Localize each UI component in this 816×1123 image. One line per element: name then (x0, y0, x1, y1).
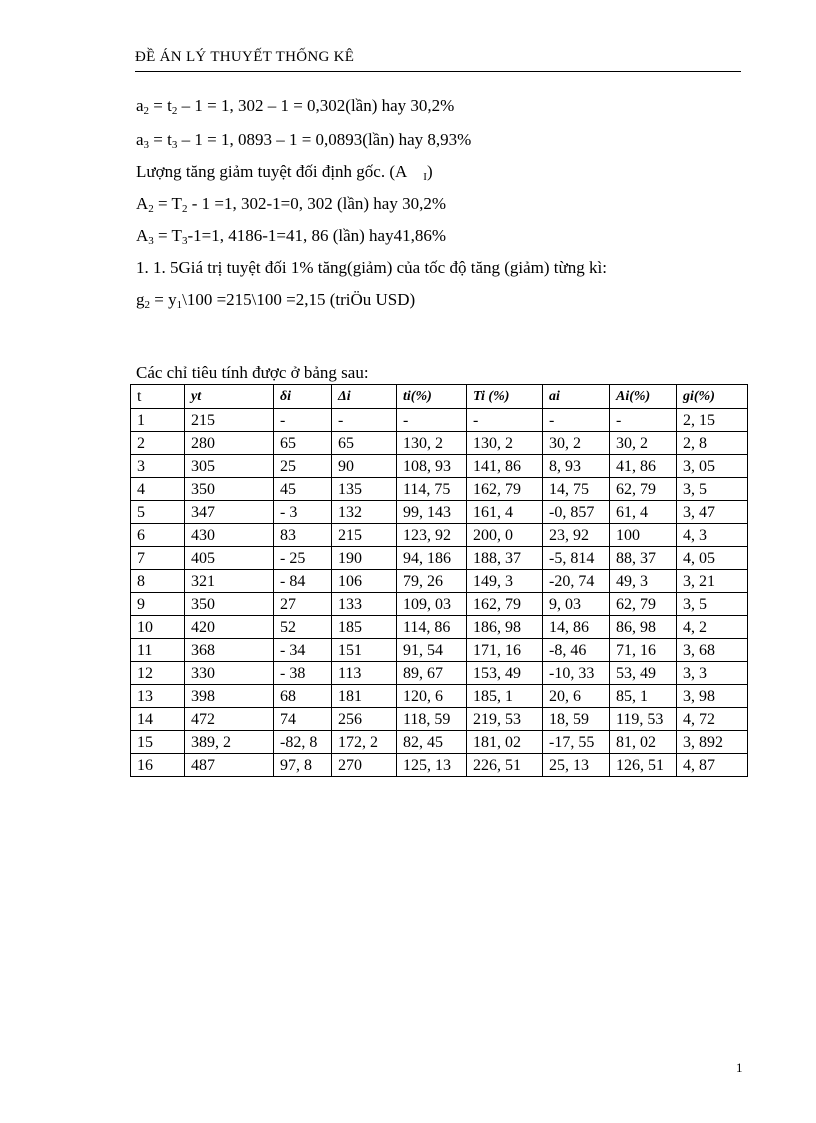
table-cell: 25 (274, 455, 332, 478)
column-header: t (131, 385, 185, 409)
table-cell: 181, 02 (467, 731, 543, 754)
table-cell: 132 (332, 501, 397, 524)
table-cell: 330 (185, 662, 274, 685)
table-cell: 126, 51 (610, 754, 677, 777)
table-cell: - 34 (274, 639, 332, 662)
table-row (131, 593, 748, 616)
table-cell: 119, 53 (610, 708, 677, 731)
table-cell: - (467, 409, 543, 432)
table-cell: 4, 2 (677, 616, 748, 639)
table-cell: 62, 79 (610, 593, 677, 616)
table-cell: - 25 (274, 547, 332, 570)
table-cell: 71, 16 (610, 639, 677, 662)
table-cell: 4 (131, 478, 185, 501)
table-cell: 20, 6 (543, 685, 610, 708)
table-cell: 149, 3 (467, 570, 543, 593)
table-cell: 389, 2 (185, 731, 274, 754)
table-cell: - (610, 409, 677, 432)
table-cell: 8, 93 (543, 455, 610, 478)
table-cell: 120, 6 (397, 685, 467, 708)
table-cell: 2 (131, 432, 185, 455)
table-cell: 256 (332, 708, 397, 731)
table-row (131, 731, 748, 754)
table-cell: 125, 13 (397, 754, 467, 777)
table-cell: 113 (332, 662, 397, 685)
table-cell: - (397, 409, 467, 432)
table-cell: 88, 37 (610, 547, 677, 570)
table-cell: 171, 16 (467, 639, 543, 662)
formula-g2: $g_2$ = $y_1\backslash 100$ =215\100 =2,15 (triÖu USD) (136, 290, 416, 311)
table-cell: 135 (332, 478, 397, 501)
formula-A2: $A_2 = T_2 - 1 =1$, 302-1=0, 302 (lần) hay 30,2% (136, 194, 446, 215)
table-cell: 368 (185, 639, 274, 662)
table-cell: 162, 79 (467, 593, 543, 616)
table-cell: 74 (274, 708, 332, 731)
table-cell: 219, 53 (467, 708, 543, 731)
table-cell: 53, 49 (610, 662, 677, 685)
table-header-row (131, 385, 748, 409)
table-cell: 9 (131, 593, 185, 616)
table-cell: 106 (332, 570, 397, 593)
table-cell: 9, 03 (543, 593, 610, 616)
table-cell: - (543, 409, 610, 432)
table-cell: 3, 21 (677, 570, 748, 593)
table-cell: 30, 2 (610, 432, 677, 455)
table-row (131, 639, 748, 662)
table-cell: 89, 67 (397, 662, 467, 685)
table-cell: 487 (185, 754, 274, 777)
table-cell: 215 (332, 524, 397, 547)
table-cell: 2, 15 (677, 409, 748, 432)
table-cell: 16 (131, 754, 185, 777)
column-header: δi (274, 385, 332, 409)
table-cell: 3, 98 (677, 685, 748, 708)
table-cell: 405 (185, 547, 274, 570)
table-cell: 14, 86 (543, 616, 610, 639)
table-cell: -82, 8 (274, 731, 332, 754)
table-cell: 3, 47 (677, 501, 748, 524)
table-cell: 130, 2 (397, 432, 467, 455)
table-cell: 41, 86 (610, 455, 677, 478)
table-cell: 83 (274, 524, 332, 547)
table-cell: 161, 4 (467, 501, 543, 524)
table-cell: 27 (274, 593, 332, 616)
column-header: Ti (%) (467, 385, 543, 409)
table-cell: 13 (131, 685, 185, 708)
table-row (131, 455, 748, 478)
table-cell: 4, 72 (677, 708, 748, 731)
table-cell: 6 (131, 524, 185, 547)
table-row (131, 478, 748, 501)
table-cell: 153, 49 (467, 662, 543, 685)
table-cell: 162, 79 (467, 478, 543, 501)
table-cell: 7 (131, 547, 185, 570)
table-cell: -0, 857 (543, 501, 610, 524)
table-row (131, 685, 748, 708)
table-cell: 4, 3 (677, 524, 748, 547)
table-row (131, 570, 748, 593)
column-header: yt (185, 385, 274, 409)
table-cell: 472 (185, 708, 274, 731)
table-row (131, 754, 748, 777)
table-cell: 130, 2 (467, 432, 543, 455)
table-cell: 85, 1 (610, 685, 677, 708)
table-cell: 215 (185, 409, 274, 432)
table-cell: 3, 05 (677, 455, 748, 478)
table-cell: 114, 75 (397, 478, 467, 501)
table-row (131, 616, 748, 639)
table-cell: - (274, 409, 332, 432)
table-cell: 123, 92 (397, 524, 467, 547)
table-cell: - 38 (274, 662, 332, 685)
table-cell: - (332, 409, 397, 432)
table-cell: 108, 93 (397, 455, 467, 478)
table-row (131, 547, 748, 570)
page-number: 1 (736, 1060, 743, 1075)
table-cell: 141, 86 (467, 455, 543, 478)
table-cell: 15 (131, 731, 185, 754)
table-cell: 11 (131, 639, 185, 662)
table-cell: 114, 86 (397, 616, 467, 639)
table-cell: 109, 03 (397, 593, 467, 616)
table-cell: 181 (332, 685, 397, 708)
table-cell: 94, 186 (397, 547, 467, 570)
table-cell: 23, 92 (543, 524, 610, 547)
table-cell: 68 (274, 685, 332, 708)
table-cell: 25, 13 (543, 754, 610, 777)
table-cell: 2, 8 (677, 432, 748, 455)
formula-a2: $a_2 = t_2 - 1 = 1$, 302 – 1 = 0,302(lần) hay 30,2% (136, 96, 455, 117)
table-cell: 4, 87 (677, 754, 748, 777)
table-cell: 3, 5 (677, 593, 748, 616)
column-header: gi(%) (677, 385, 748, 409)
table-cell: 3 (131, 455, 185, 478)
table-cell: 61, 4 (610, 501, 677, 524)
table-row (131, 432, 748, 455)
table-cell: - 84 (274, 570, 332, 593)
table-cell: 49, 3 (610, 570, 677, 593)
table-cell: 200, 0 (467, 524, 543, 547)
table-cell: 305 (185, 455, 274, 478)
table-cell: 100 (610, 524, 677, 547)
column-header: ai (543, 385, 610, 409)
table-cell: 99, 143 (397, 501, 467, 524)
table-cell: 280 (185, 432, 274, 455)
table-cell: 430 (185, 524, 274, 547)
table-row (131, 501, 748, 524)
table-cell: 3, 5 (677, 478, 748, 501)
table-cell: -10, 33 (543, 662, 610, 685)
table-cell: 45 (274, 478, 332, 501)
table-cell: 186, 98 (467, 616, 543, 639)
formula-a3: $a_3 = t_3 - 1 = 1$, 0893 – 1 = 0,0893(lần) hay 8,93% (136, 130, 472, 151)
table-cell: 10 (131, 616, 185, 639)
table-cell: 14 (131, 708, 185, 731)
formula-A3: $A_3 = T_3-1=1$, 4186-1=41, 86 (lần) hay41,86% (136, 226, 446, 247)
table-cell: 3, 68 (677, 639, 748, 662)
table-cell: 321 (185, 570, 274, 593)
table-cell: 90 (332, 455, 397, 478)
table-cell: -8, 46 (543, 639, 610, 662)
table-cell: 91, 54 (397, 639, 467, 662)
table-cell: 350 (185, 593, 274, 616)
table-cell: 1 (131, 409, 185, 432)
table-cell: 420 (185, 616, 274, 639)
table-cell: -17, 55 (543, 731, 610, 754)
section-heading-absolute-change: Lượng tăng giảm tuyệt đối định gốc. (A $_I$) (136, 162, 433, 183)
table-cell: 190 (332, 547, 397, 570)
table-cell: -5, 814 (543, 547, 610, 570)
column-header: Ai(%) (610, 385, 677, 409)
table-cell: 52 (274, 616, 332, 639)
table-cell: 81, 02 (610, 731, 677, 754)
table-cell: 79, 26 (397, 570, 467, 593)
table-caption: Các chỉ tiêu tính được ở bảng sau: (136, 363, 369, 382)
table-cell: 8 (131, 570, 185, 593)
document-title: ĐỀ ÁN LÝ THUYẾT THỐNG KÊ (135, 49, 355, 65)
table-cell: 30, 2 (543, 432, 610, 455)
table-cell: 3, 892 (677, 731, 748, 754)
table-cell: - 3 (274, 501, 332, 524)
table-cell: 347 (185, 501, 274, 524)
table-cell: 350 (185, 478, 274, 501)
table-cell: 86, 98 (610, 616, 677, 639)
table-cell: 398 (185, 685, 274, 708)
table-cell: 188, 37 (467, 547, 543, 570)
table-cell: 151 (332, 639, 397, 662)
table-row (131, 662, 748, 685)
table-cell: 185, 1 (467, 685, 543, 708)
table-row (131, 409, 748, 432)
table-cell: 82, 45 (397, 731, 467, 754)
table-cell: 172, 2 (332, 731, 397, 754)
column-header: ti(%) (397, 385, 467, 409)
table-cell: 12 (131, 662, 185, 685)
table-cell: 65 (274, 432, 332, 455)
table-cell: 62, 79 (610, 478, 677, 501)
table-cell: 65 (332, 432, 397, 455)
page-header (135, 49, 741, 72)
column-header: Δi (332, 385, 397, 409)
table-cell: 226, 51 (467, 754, 543, 777)
table-cell: 18, 59 (543, 708, 610, 731)
table-cell: 97, 8 (274, 754, 332, 777)
table-cell: 185 (332, 616, 397, 639)
table-row (131, 524, 748, 547)
table-cell: 5 (131, 501, 185, 524)
table-row (131, 708, 748, 731)
table-cell: 133 (332, 593, 397, 616)
table-cell: 270 (332, 754, 397, 777)
table-cell: -20, 74 (543, 570, 610, 593)
section-heading-1-1-5: 1. 1. 5Giá trị tuyệt đối 1% tăng(giảm) của tốc độ tăng (giảm) từng kì: (136, 258, 607, 277)
table-cell: 118, 59 (397, 708, 467, 731)
table-cell: 14, 75 (543, 478, 610, 501)
table-cell: 4, 05 (677, 547, 748, 570)
indicators-table (130, 384, 748, 777)
table-cell: 3, 3 (677, 662, 748, 685)
